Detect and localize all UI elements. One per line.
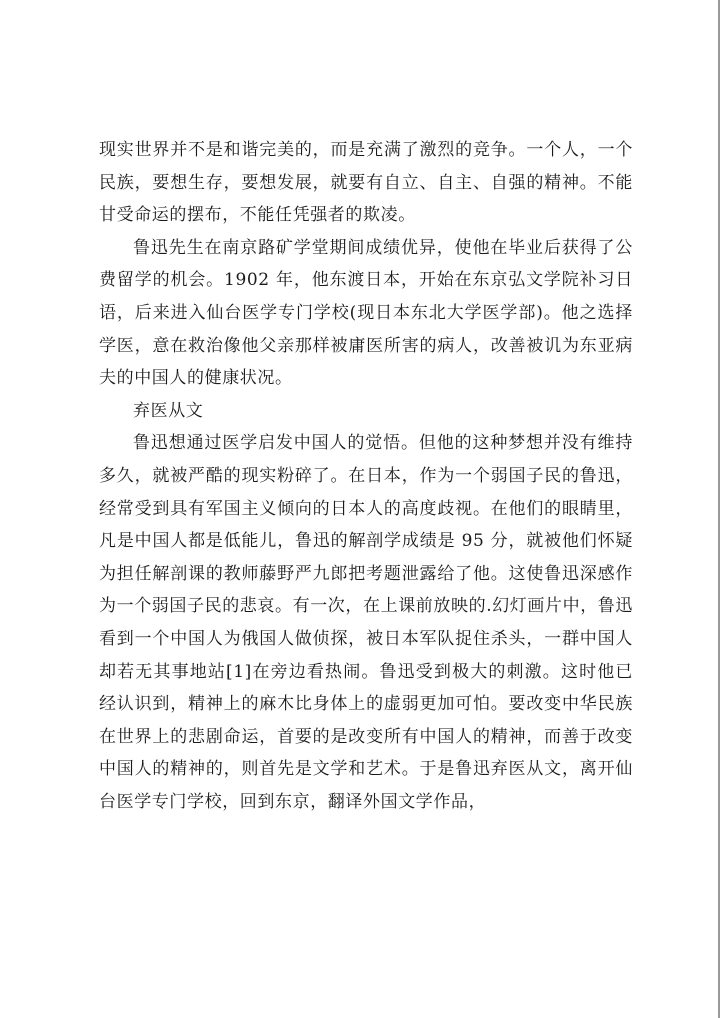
paragraph-abandon-medicine: 鲁迅想通过医学启发中国人的觉悟。但他的这种梦想并没有维持多久，就被严酷的现实粉碎了。在日本，作为一个弱国子民的鲁迅，经常受到具有军国主义倾向的日本人的高度歧视。在他们的眼睛里，凡是中国人都是低能儿，鲁迅的解剖学成绩是 95 分，就被他们怀疑为担任解剖课的教师藤野严九郎把考题泄露给了他。这使鲁迅深感作为一个弱国子民的悲哀。有一次，在上课前放映的.幻灯画片中，鲁迅看到一个中国人为俄国人做侦探，被日本军队捉住杀头，一群中国人却若无其事地站[1]在旁边看热闹。鲁迅受到极大的刺激。这时他已经认识到，精神上的麻木比身体上的虚弱更加可怕。要改变中华民族在世界上的悲剧命运，首要的是改变所有中国人的精神，而善于改变中国人的精神的，则首先是文学和艺术。于是鲁迅弃医从文，离开仙台医学专门学校，回到东京，翻译外国文学作品， — [99, 433, 634, 812]
section-heading: 弃医从文 — [133, 400, 204, 421]
paragraph-continued: 现实世界并不是和谐完美的，而是充满了激烈的竞争。一个人，一个民族，要想生存，要想发展，就要有自立、自主、自强的精神。不能甘受命运的摆布，不能任凭强者的欺凌。 — [99, 140, 633, 226]
document-body — [99, 134, 633, 818]
paragraph-study-abroad: 鲁迅先生在南京路矿学堂期间成绩优异，使他在毕业后获得了公费留学的机会。1902 年，他东渡日本，开始在东京弘文学院补习日语，后来进入仙台医学专门学校(现日本东北大学医学部)。他之选择学医，意在救治像他父亲那样被庸医所害的病人，改善被讥为东亚病夫的中国人的健康状况。 — [99, 237, 633, 389]
